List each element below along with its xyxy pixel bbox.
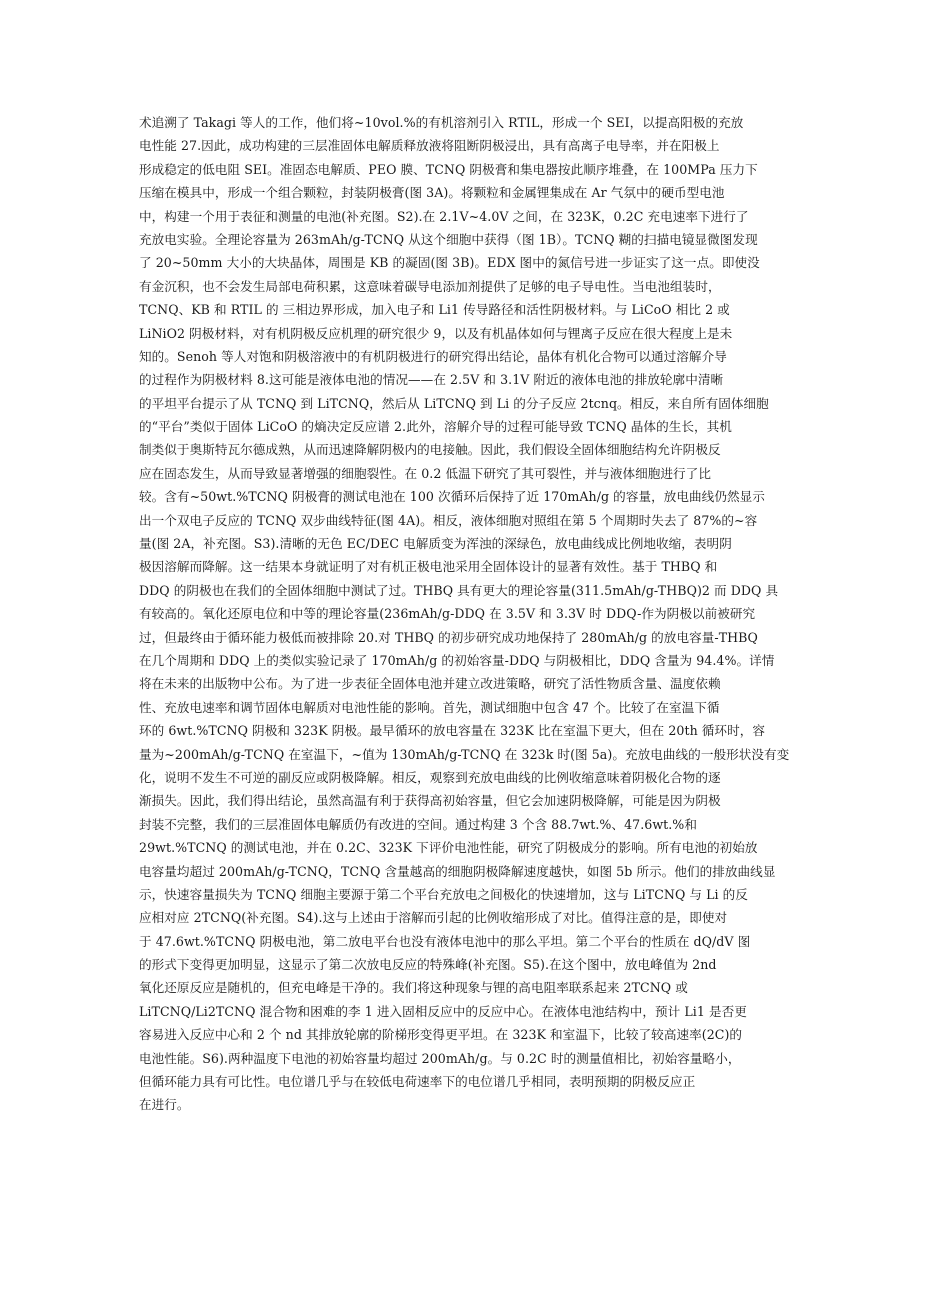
text-line: 压缩在模具中，形成一个组合颗粒，封装阴极膏(图 3A)。将颗粒和金属锂集成在 Ar 气氛中的硬币型电池: [139, 185, 725, 201]
text-line: 容易进入反应中心和 2 个 nd 其排放轮廓的阶梯形变得更平坦。在 323K 和室温下，比较了较高速率(2C)的: [139, 1027, 743, 1043]
text-line: 电容量均超过 200mAh/g-TCNQ，TCNQ 含量越高的细胞阴极降解速度越快，如图 5b 所示。他们的排放曲线显: [139, 863, 776, 879]
text-line: 极因溶解而降解。这一结果本身就证明了对有机正极电池采用全固体设计的显著有效性。基于 THBQ 和: [139, 559, 718, 575]
text-line: 量为~200mAh/g-TCNQ 在室温下，~值为 130mAh/g-TCNQ 在 323k 时(图 5a)。充放电曲线的一般形状没有变: [139, 746, 790, 762]
text-line: 应在固态发生，从而导致显著增强的细胞裂性。在 0.2 低温下研究了其可裂性，并与液体细胞进行了比: [139, 465, 711, 481]
text-line: 应相对应 2TCNQ(补充图。S4).这与上述由于溶解而引起的比例收缩形成了对比。值得注意的是，即使对: [139, 910, 728, 926]
text-line: 的“平台”类似于固体 LiCoO 的熵决定反应谱 2.此外，溶解介导的过程可能导致 TCNQ 晶体的生长，其机: [139, 419, 732, 435]
text-line: 环的 6wt.%TCNQ 阴极和 323K 阴极。最早循环的放电容量在 323K 比在室温下更大，但在 20th 循环时，容: [139, 723, 766, 739]
text-line: LiNiO2 阴极材料，对有机阴极反应机理的研究很少 9，以及有机晶体如何与锂离子反应在很大程度上是未: [139, 325, 733, 341]
text-line: 有金沉积，也不会发生局部电荷积累，这意味着碳导电添加剂提供了足够的电子导电性。当电池组装时，: [139, 278, 721, 294]
text-line: 的平坦平台提示了从 TCNQ 到 LiTCNQ，然后从 LiTCNQ 到 Li 的分子反应 2tcnq。相反，来自所有固体细胞: [139, 395, 769, 411]
text-line: 了 20~50mm 大小的大块晶体，周围是 KB 的凝固(图 3B)。EDX 图中的氮信号进一步证实了这一点。即使没: [139, 255, 760, 271]
text-line: 氧化还原反应是随机的，但充电峰是干净的。我们将这种现象与锂的高电阻率联系起来 2TCNQ 或: [139, 980, 688, 996]
text-line: 形成稳定的低电阻 SEI。准固态电解质、PEO 膜、TCNQ 阴极膏和集电器按此顺序堆叠，在 100MPa 压力下: [139, 161, 758, 177]
text-line: 制类似于奥斯特瓦尔德成熟，从而迅速降解阴极内的电接触。因此，我们假设全固体细胞结构允许阴极反: [139, 442, 721, 458]
text-line: 充放电实验。全理论容量为 263mAh/g-TCNQ 从这个细胞中获得（图 1B）。TCNQ 糊的扫描电镜显微图发现: [139, 231, 758, 247]
text-line: 电池性能。S6).两种温度下电池的初始容量均超过 200mAh/g。与 0.2C 时的测量值相比，初始容量略小，: [139, 1050, 741, 1066]
text-line: 的过程作为阴极材料 8.这可能是液体电池的情况——在 2.5V 和 3.1V 附近的液体电池的排放轮廓中清晰: [139, 372, 724, 388]
text-line: TCNQ、KB 和 RTIL 的 三相边界形成，加入电子和 Li1 传导路径和活性阴极材料。与 LiCoO 相比 2 或: [139, 302, 730, 318]
text-line: 知的。Senoh 等人对饱和阴极溶液中的有机阴极进行的研究得出结论，晶体有机化合物可以通过溶解介导: [139, 348, 727, 364]
text-line: LiTCNQ/Li2TCNQ 混合物和困难的李 1 进入固相反应中的反应中心。在液体电池结构中，预计 Li1 是否更: [139, 1003, 747, 1019]
text-line: 电性能 27.因此，成功构建的三层准固体电解质释放液将阻断阴极浸出，具有高离子电导率，并在阳极上: [139, 138, 720, 154]
text-line: 术追溯了 Takagi 等人的工作，他们将~10vol.%的有机溶剂引入 RTIL，形成一个 SEI，以提高阳极的充放: [139, 115, 744, 130]
text-line: 在进行。: [139, 1097, 190, 1113]
text-line: 渐损失。因此，我们得出结论，虽然高温有利于获得高初始容量，但它会加速阴极降解，可能是因为阴极: [139, 793, 721, 809]
text-line: 出一个双电子反应的 TCNQ 双步曲线特征(图 4A)。相反，液体细胞对照组在第 5 个周期时失去了 87%的~容: [139, 512, 758, 528]
text-line: 性、充放电速率和调节固体电解质对电池性能的影响。首先，测试细胞中包含 47 个。比较了在室温下循: [139, 699, 720, 715]
text-line: 量(图 2A，补充图。S3).清晰的无色 EC/DEC 电解质变为浑浊的深绿色，放电曲线成比例地收缩，表明阴: [139, 536, 732, 552]
text-line: 过，但最终由于循环能力极低而被排除 20.对 THBQ 的初步研究成功地保持了 280mAh/g 的放电容量-THBQ: [139, 629, 758, 645]
body-text: [139, 111, 789, 1117]
text-line: 于 47.6wt.%TCNQ 阴极电池，第二放电平台也没有液体电池中的那么平坦。第二个平台的性质在 dQ/dV 图: [139, 933, 751, 949]
text-line: 封装不完整，我们的三层准固体电解质仍有改进的空间。通过构建 3 个含 88.7wt.%、47.6wt.%和: [139, 816, 697, 832]
text-line: 示，快速容量损失为 TCNQ 细胞主要源于第二个平台充放电之间极化的快速增加，这与 LiTCNQ 与 Li 的反: [139, 886, 748, 902]
text-line: 在几个周期和 DDQ 上的类似实验记录了 170mAh/g 的初始容量-DDQ 与阴极相比，DDQ 含量为 94.4%。详情: [139, 652, 775, 668]
text-line: 但循环能力具有可比性。电位谱几乎与在较低电荷速率下的电位谱几乎相同，表明预期的阴极反应正: [139, 1074, 696, 1090]
text-line: 有较高的。氧化还原电位和中等的理论容量(236mAh/g-DDQ 在 3.5V 和 3.3V 时 DDQ-作为阴极以前被研究: [139, 606, 756, 622]
text-line: 化，说明不发生不可逆的副反应或阴极降解。相反，观察到充放电曲线的比例收缩意味着阴极化合物的逐: [139, 769, 721, 785]
text-line: 将在未来的出版物中公布。为了进一步表征全固体电池并建立改进策略，研究了活性物质含量、温度依赖: [139, 676, 721, 692]
text-line: DDQ 的阴极也在我们的全固体细胞中测试了过。THBQ 具有更大的理论容量(311.5mAh/g-THBQ)2 而 DDQ 具: [139, 582, 779, 598]
text-line: 中，构建一个用于表征和测量的电池(补充图。S2).在 2.1V~4.0V 之间，在 323K，0.2C 充电速率下进行了: [139, 208, 749, 224]
text-line: 较。含有~50wt.%TCNQ 阴极膏的测试电池在 100 次循环后保持了近 170mAh/g 的容量，放电曲线仍然显示: [139, 489, 765, 505]
text-line: 29wt.%TCNQ 的测试电池，并在 0.2C、323K 下评价电池性能，研究了阴极成分的影响。所有电池的初始放: [139, 840, 758, 856]
text-line: 的形式下变得更加明显，这显示了第二次放电反应的特殊峰(补充图。S5).在这个图中，放电峰值为 2nd: [139, 957, 717, 973]
